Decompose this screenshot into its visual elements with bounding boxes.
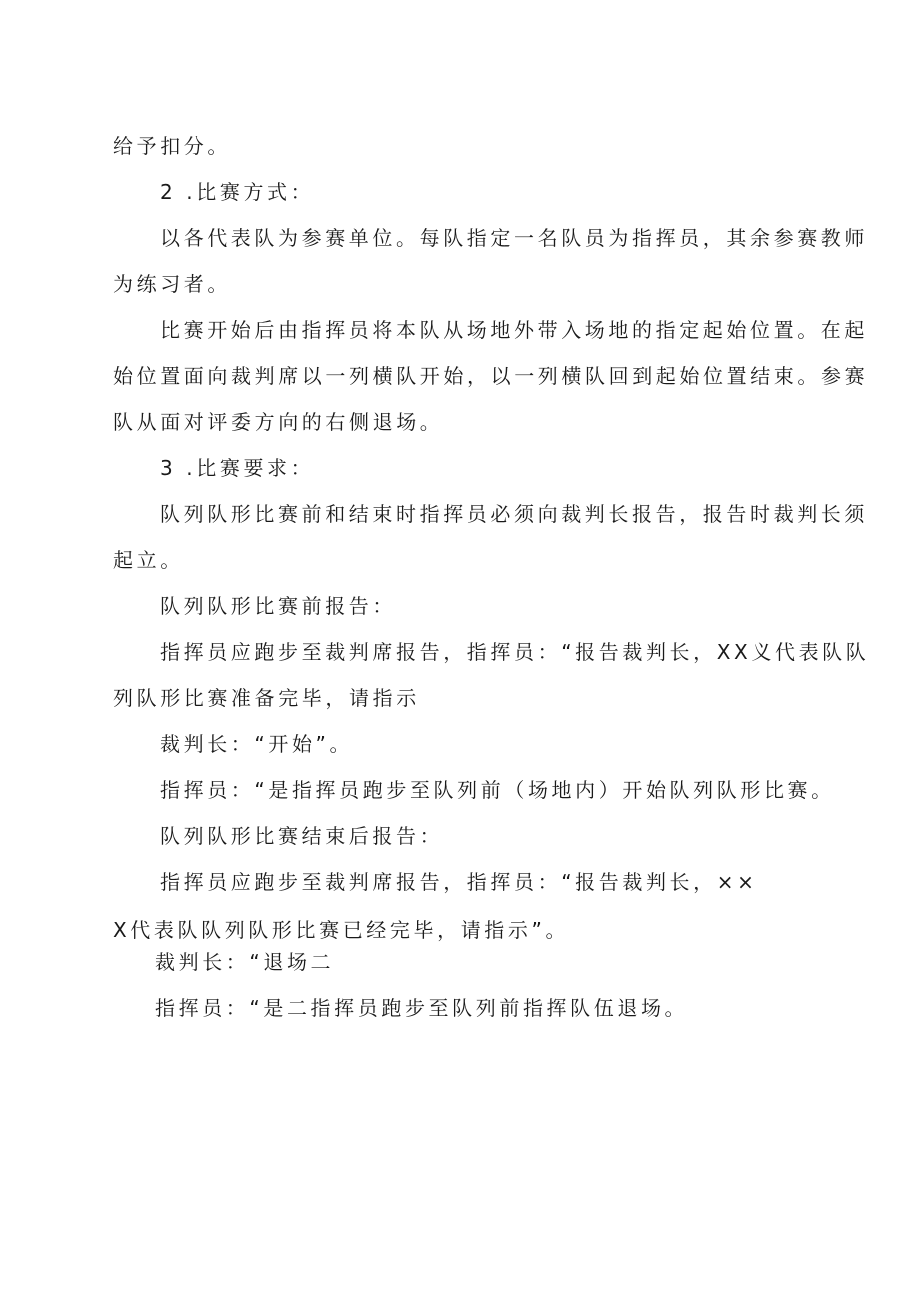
text-line-16: 队列队形比赛结束后报告： xyxy=(160,824,444,848)
section-heading-competition-requirements: 3 .比赛要求： xyxy=(160,456,315,480)
text-line-18: X代表队队列队形比赛已经完毕，请指示”。 xyxy=(113,918,570,942)
text-line-4: 为练习者。 xyxy=(113,272,231,296)
text-line-1: 给予扣分。 xyxy=(113,134,231,158)
text-line-20: 指挥员：“是二指挥员跑步至队列前指挥队伍退场。 xyxy=(155,996,689,1020)
text-line-19: 裁判长：“退场二 xyxy=(155,950,335,974)
text-line-15: 指挥员：“是指挥员跑步至队列前（场地内）开始队列队形比赛。 xyxy=(160,778,835,802)
text-line-14: 裁判长：“开始”。 xyxy=(160,732,354,756)
text-line-12: 指挥员应跑步至裁判席报告，指挥员：“报告裁判长，XX义代表队队 xyxy=(160,640,870,664)
text-line-11: 队列队形比赛前报告： xyxy=(160,594,396,618)
section-heading-competition-method: 2 .比赛方式： xyxy=(160,180,315,204)
text-line-5: 比赛开始后由指挥员将本队从场地外带入场地的指定起始位置。在起 xyxy=(160,318,868,342)
text-line-6: 始位置面向裁判席以一列横队开始，以一列横队回到起始位置结束。参赛 xyxy=(113,364,869,388)
text-line-7: 队从面对评委方向的右侧退场。 xyxy=(113,410,444,434)
text-line-10: 起立。 xyxy=(113,548,184,572)
text-line-17: 指挥员应跑步至裁判席报告，指挥员：“报告裁判长，×× xyxy=(160,870,758,894)
text-line-3: 以各代表队为参赛单位。每队指定一名队员为指挥员，其余参赛教师 xyxy=(160,226,868,250)
text-line-9: 队列队形比赛前和结束时指挥员必须向裁判长报告，报告时裁判长须 xyxy=(160,502,868,526)
text-line-13: 列队形比赛准备完毕，请指示 xyxy=(113,686,420,710)
